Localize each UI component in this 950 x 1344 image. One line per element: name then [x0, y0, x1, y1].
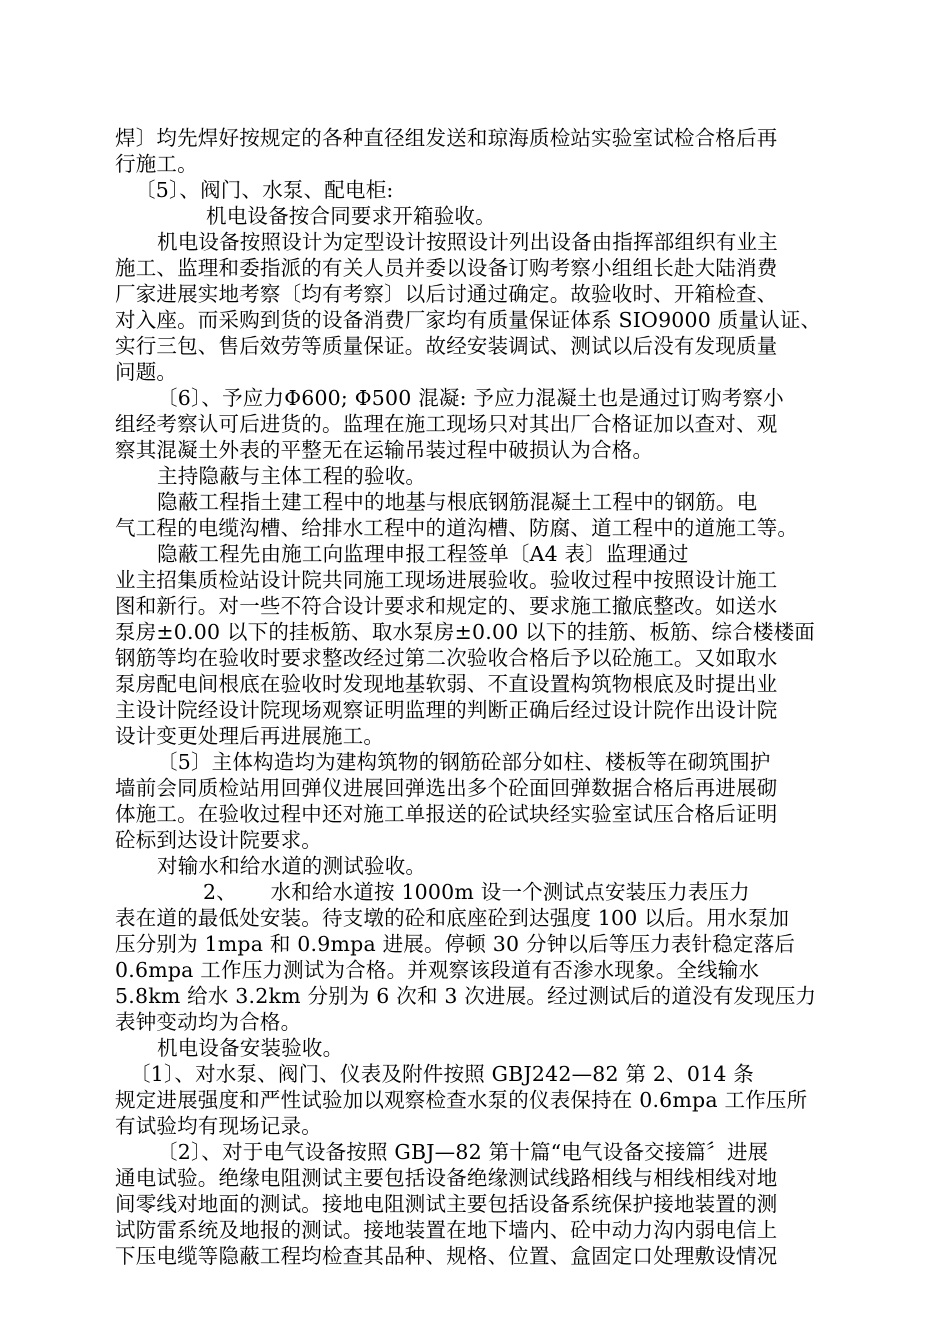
text-line: 气工程的电缆沟槽、给排水工程中的道沟槽、防腐、道工程中的道施工等。 [115, 516, 799, 540]
text-line: 设计变更处理后再进展施工。 [115, 724, 385, 748]
text-line: 5.8km 给水 3.2km 分别为 6 次和 3 次进展。经过测试后的道没有发现压力 [115, 984, 817, 1008]
text-line: 下压电缆等隐蔽工程均检查其品种、规格、位置、盒固定口处理敷设情况 [115, 1244, 778, 1268]
text-line: 机电设备按照设计为定型设计按照设计列出设备由指挥部组织有业主 [157, 230, 778, 254]
text-line: 察其混凝土外表的平整无在运输吊装过程中破损认为合格。 [115, 438, 654, 462]
text-line: 2、 水和给水道按 1000m 设一个测试点安装压力表压力 [203, 880, 750, 904]
text-line: 厂家进展实地考察〔均有考察〕以后讨通过确定。故验收时、开箱检查、 [115, 282, 778, 306]
text-line: 隐蔽工程先由施工向监理申报工程签单〔A4 表〕监理通过 [157, 542, 689, 566]
text-line: 〔6〕、予应力Φ600; Φ500 混凝: 予应力混凝土也是通过订购考察小 [157, 386, 784, 410]
text-line: 施工、监理和委指派的有关人员并委以设备订购考察小组组长赴大陆消费 [115, 256, 778, 280]
text-line: 对输水和给水道的测试验收。 [157, 854, 427, 878]
text-line: 焊〕均先焊好按规定的各种直径组发送和琼海质检站实验室试检合格后再 [115, 126, 778, 150]
text-line: 体施工。在验收过程中还对施工单报送的砼试块经实验室试压合格后证明 [115, 802, 778, 826]
text-line: 主设计院经设计院现场观察证明监理的判断正确后经过设计院作出设计院 [115, 698, 778, 722]
text-line: 表在道的最低处安装。待支墩的砼和底座砼到达强度 100 以后。用水泵加 [115, 906, 790, 930]
text-line: 试防雷系统及地报的测试。接地装置在地下墙内、砼中动力沟内弱电信上 [115, 1218, 778, 1242]
text-line: 〔2〕、对于电气设备按照 GBJ—82 第十篇“电气设备交接篇〞进展 [157, 1140, 769, 1164]
text-line: 问题。 [115, 360, 178, 384]
text-line: 0.6mpa 工作压力测试为合格。并观察该段道有否渗水现象。全线输水 [115, 958, 760, 982]
text-line: 泵房配电间根底在验收时发现地基软弱、不直设置构筑物根底及时提出业 [115, 672, 778, 696]
text-line: 〔1〕、对水泵、阀门、仪表及附件按照 GBJ242—82 第 2、014 条 [130, 1062, 755, 1086]
text-line: 有试验均有现场记录。 [115, 1114, 322, 1138]
text-line: 业主招集质检站设计院共同施工现场进展验收。验收过程中按照设计施工 [115, 568, 778, 592]
text-line: 规定进展强度和严性试验加以观察检查水泵的仪表保持在 0.6mpa 工作压所 [115, 1088, 808, 1112]
text-line: 机电设备按合同要求开箱验收。 [206, 204, 496, 228]
text-line: 表钟变动均为合格。 [115, 1010, 302, 1034]
text-line: 钢筋等均在验收时要求整改经过第二次验收合格后予以砼施工。又如取水 [115, 646, 778, 670]
text-line: 实行三包、售后效劳等质量保证。故经安装调试、测试以后没有发现质量 [115, 334, 778, 358]
text-line: 压分别为 1mpa 和 0.9mpa 进展。停顿 30 分钟以后等压力表针稳定落后 [115, 932, 796, 956]
text-line: 组经考察认可后进货的。监理在施工现场只对其出厂合格证加以查对、观 [115, 412, 778, 436]
text-line: 砼标到达设计院要求。 [115, 828, 322, 852]
text-line: 间零线对地面的测试。接地电阻测试主要包括设备系统保护接地装置的测 [115, 1192, 778, 1216]
text-line: 图和新行。对一些不符合设计要求和规定的、要求施工撤底整改。如送水 [115, 594, 778, 618]
text-line: 〔5〕、阀门、水泵、配电柜: [135, 178, 394, 202]
text-line: 机电设备安装验收。 [157, 1036, 344, 1060]
text-line: 〔5〕主体构造均为建构筑物的钢筋砼部分如柱、楼板等在砌筑围护 [157, 750, 771, 774]
text-line: 行施工。 [115, 152, 198, 176]
text-line: 泵房±0.00 以下的挂板筋、取水泵房±0.00 以下的挂筋、板筋、综合楼楼面 [115, 620, 815, 644]
text-line: 墙前会同质检站用回弹仪进展回弹选出多个砼面回弹数据合格后再进展砌 [115, 776, 778, 800]
text-line: 主持隐蔽与主体工程的验收。 [157, 464, 427, 488]
text-line: 通电试验。绝缘电阻测试主要包括设备绝缘测试线路相线与相线相线对地 [115, 1166, 778, 1190]
text-line: 对入座。而采购到货的设备消费厂家均有质量保证体系 SIO9000 质量认证、 [115, 308, 822, 332]
text-line: 隐蔽工程指土建工程中的地基与根底钢筋混凝土工程中的钢筋。电 [157, 490, 758, 514]
